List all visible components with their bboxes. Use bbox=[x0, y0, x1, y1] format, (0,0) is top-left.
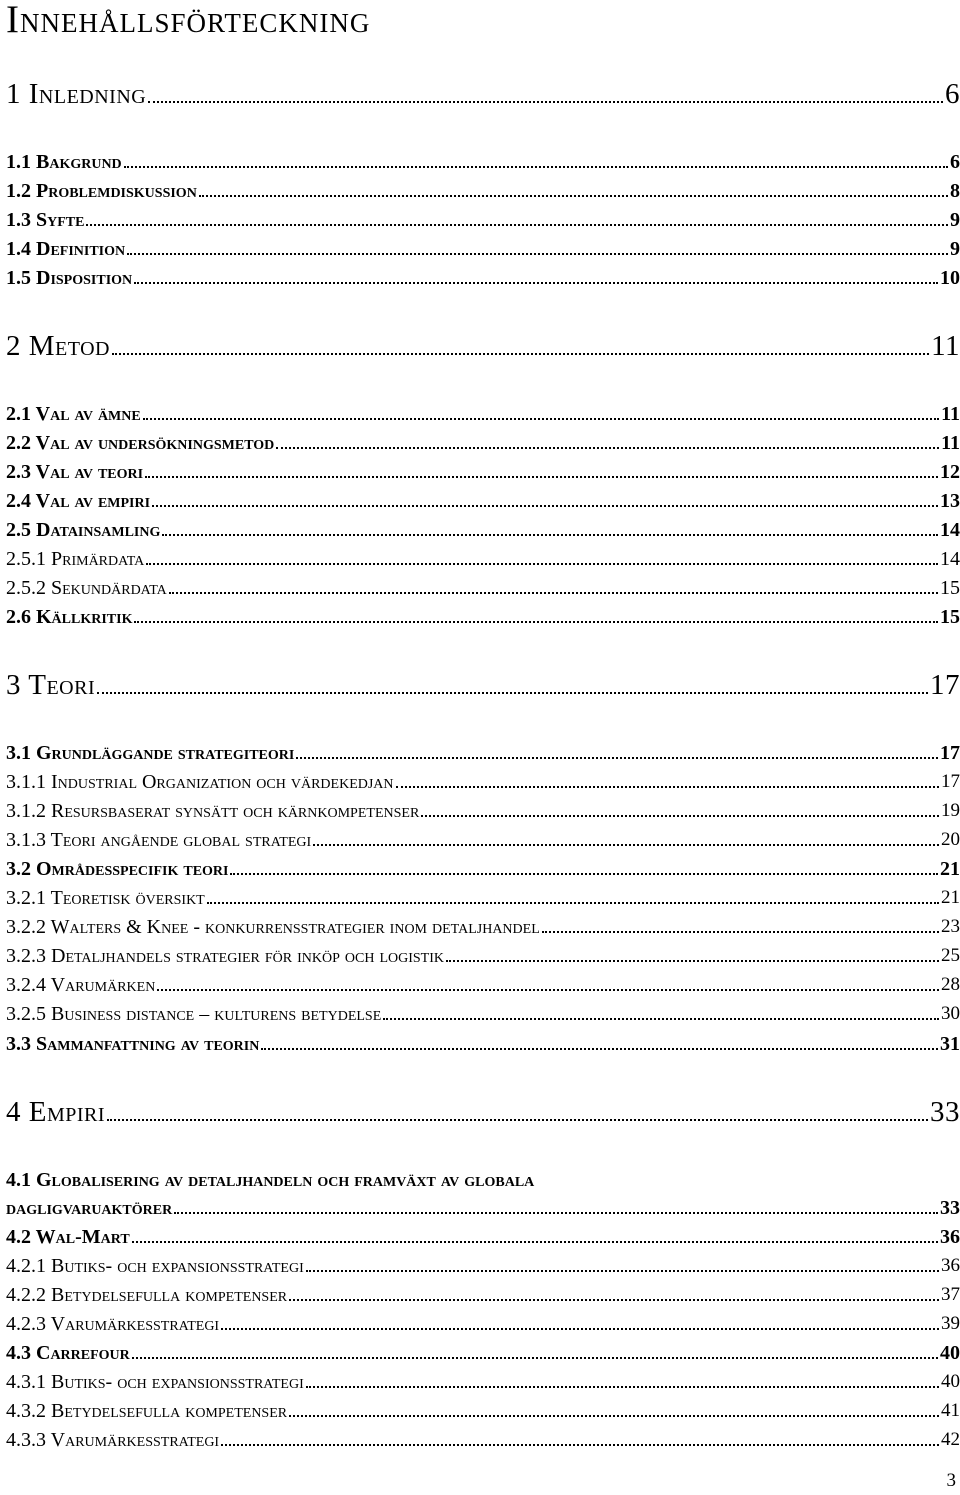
toc-entry-4-3-1[interactable] bbox=[6, 1370, 960, 1394]
toc-entry-3-1-3[interactable] bbox=[6, 828, 960, 852]
dot-leader bbox=[134, 621, 938, 623]
dot-leader bbox=[289, 1415, 939, 1417]
toc-label: 4.3.2 Betydelsefulla kompetenser bbox=[6, 1400, 288, 1422]
toc-label: 4.3 Carrefour bbox=[6, 1342, 130, 1364]
page-title: Innehållsförteckning bbox=[6, 0, 371, 41]
toc-entry-3-2-1[interactable] bbox=[6, 886, 960, 910]
dot-leader bbox=[306, 1386, 939, 1388]
toc-chapter-1[interactable] bbox=[6, 78, 960, 110]
toc-label: 4.2.1 Butiks- och expansionsstrategi bbox=[6, 1255, 304, 1277]
toc-label: 4 Empiri bbox=[6, 1096, 106, 1128]
toc-page: 36 bbox=[940, 1226, 960, 1248]
toc-page: 15 bbox=[940, 606, 960, 628]
page-number: 3 bbox=[946, 1470, 956, 1491]
toc-page: 17 bbox=[930, 669, 960, 701]
toc-page: 41 bbox=[941, 1400, 960, 1421]
toc-page: 21 bbox=[941, 887, 960, 908]
toc-entry-3-1[interactable] bbox=[6, 741, 960, 765]
toc-entry-4-2[interactable] bbox=[6, 1225, 960, 1249]
toc-label: 2.1 Val av ämne bbox=[6, 403, 141, 425]
toc-page: 42 bbox=[941, 1429, 960, 1450]
dot-leader bbox=[127, 253, 948, 255]
toc-entry-2-2[interactable] bbox=[6, 431, 960, 455]
toc-entry-2-4[interactable] bbox=[6, 489, 960, 513]
toc-label: 3.3 Sammanfattning av teorin bbox=[6, 1033, 260, 1055]
dot-leader bbox=[313, 844, 939, 846]
toc-page: 21 bbox=[940, 858, 960, 880]
dot-leader bbox=[276, 447, 939, 449]
dot-leader bbox=[169, 592, 938, 594]
dot-leader bbox=[174, 1212, 938, 1214]
toc-label: 3 Teori bbox=[6, 669, 96, 701]
toc-entry-2-6[interactable] bbox=[6, 605, 960, 629]
dot-leader bbox=[86, 224, 948, 226]
toc-label: 2 Metod bbox=[6, 330, 110, 362]
toc-page: 31 bbox=[940, 1033, 960, 1055]
dot-leader bbox=[146, 563, 938, 565]
toc-entry-1-3[interactable] bbox=[6, 208, 960, 232]
toc-page: 6 bbox=[950, 151, 960, 173]
toc-entry-1-2[interactable] bbox=[6, 179, 960, 203]
toc-label: 4.2.3 Varumärkesstrategi bbox=[6, 1313, 220, 1335]
toc-label: 1.4 Definition bbox=[6, 238, 126, 260]
dot-leader bbox=[145, 476, 938, 478]
toc-label: 2.5 Datainsamling bbox=[6, 519, 161, 541]
toc-page: 11 bbox=[941, 403, 960, 425]
toc-entry-4-2-1[interactable] bbox=[6, 1254, 960, 1278]
toc-page: 40 bbox=[940, 1342, 960, 1364]
toc-label: 4.2 Wal-Mart bbox=[6, 1226, 130, 1248]
toc-label: 2.2 Val av undersökningsmetod bbox=[6, 432, 275, 454]
toc-page: 11 bbox=[931, 330, 960, 362]
toc-entry-2-3[interactable] bbox=[6, 460, 960, 484]
toc-page: 33 bbox=[940, 1197, 960, 1219]
toc-label: 4.1 Globalisering av detaljhandeln och framväxt av globala bbox=[6, 1169, 535, 1191]
toc-page: 30 bbox=[941, 1003, 960, 1024]
toc-label: 1.2 Problemdiskussion bbox=[6, 180, 197, 202]
dot-leader bbox=[157, 989, 939, 991]
toc-page: 39 bbox=[941, 1313, 960, 1334]
dot-leader bbox=[134, 282, 938, 284]
dot-leader bbox=[199, 195, 948, 197]
toc-entry-4-3[interactable] bbox=[6, 1341, 960, 1365]
toc-entry-2-1[interactable] bbox=[6, 402, 960, 426]
toc-entry-3-1-1[interactable] bbox=[6, 770, 960, 794]
toc-page: 6 bbox=[945, 78, 960, 110]
dot-leader bbox=[289, 1299, 939, 1301]
toc-label: 1.3 Syfte bbox=[6, 209, 85, 231]
toc-chapter-3[interactable] bbox=[6, 669, 960, 701]
toc-page: 14 bbox=[940, 548, 960, 570]
dot-leader bbox=[132, 1357, 938, 1359]
toc-page: 23 bbox=[941, 916, 960, 937]
toc-label: 1 Inledning bbox=[6, 78, 147, 110]
toc-label: 2.5.2 Sekundärdata bbox=[6, 577, 167, 599]
dot-leader bbox=[124, 166, 948, 168]
toc-page: 13 bbox=[940, 490, 960, 512]
toc-page: 20 bbox=[941, 829, 960, 850]
dot-leader bbox=[162, 534, 938, 536]
toc-page: 8 bbox=[950, 180, 960, 202]
toc-entry-2-5-1[interactable] bbox=[6, 547, 960, 571]
toc-entry-4-1-line1[interactable] bbox=[6, 1168, 960, 1192]
dot-leader bbox=[152, 505, 938, 507]
toc-label: 3.1.3 Teori angående global strategi bbox=[6, 829, 312, 851]
toc-entry-4-1-line2[interactable] bbox=[6, 1196, 960, 1220]
toc-entry-3-3[interactable] bbox=[6, 1032, 960, 1056]
toc-chapter-4[interactable] bbox=[6, 1096, 960, 1128]
toc-label: 3.2.5 Business distance – kulturens betydelse bbox=[6, 1003, 382, 1025]
toc-page: 33 bbox=[930, 1096, 960, 1128]
toc-page: 40 bbox=[941, 1371, 960, 1392]
dot-leader bbox=[396, 786, 939, 788]
toc-label: 2.4 Val av empiri bbox=[6, 490, 151, 512]
toc-entry-1-5[interactable] bbox=[6, 266, 960, 290]
dot-leader bbox=[148, 101, 943, 103]
dot-leader bbox=[383, 1018, 939, 1020]
toc-entry-1-4[interactable] bbox=[6, 237, 960, 261]
dot-leader bbox=[296, 757, 938, 759]
toc-chapter-2[interactable] bbox=[6, 330, 960, 362]
dot-leader bbox=[221, 1444, 939, 1446]
toc-label: 3.2.3 Detaljhandels strategier för inköp och logistik bbox=[6, 945, 444, 967]
toc-entry-3-2-4[interactable] bbox=[6, 973, 960, 997]
toc-page: 19 bbox=[941, 800, 960, 821]
toc-page: 37 bbox=[941, 1284, 960, 1305]
toc-page: 9 bbox=[950, 209, 960, 231]
toc-label: 4.3.3 Varumärkesstrategi bbox=[6, 1429, 220, 1451]
toc-entry-4-3-2[interactable] bbox=[6, 1399, 960, 1423]
toc-page: 11 bbox=[941, 432, 960, 454]
toc-entry-4-2-2[interactable] bbox=[6, 1283, 960, 1307]
toc-page: 15 bbox=[940, 577, 960, 599]
dot-leader bbox=[221, 1328, 939, 1330]
dot-leader bbox=[230, 873, 938, 875]
dot-leader bbox=[207, 902, 939, 904]
toc-entry-3-2-5[interactable] bbox=[6, 1002, 960, 1026]
toc-page: 17 bbox=[941, 771, 960, 792]
toc-page: 25 bbox=[941, 945, 960, 966]
dot-leader bbox=[446, 960, 939, 962]
toc-label: 1.5 Disposition bbox=[6, 267, 133, 289]
toc-label: 3.1.1 Industrial Organization och värdekedjan bbox=[6, 771, 394, 793]
toc-page: 10 bbox=[940, 267, 960, 289]
toc-label: 3.2.4 Varumärken bbox=[6, 974, 156, 996]
toc-entry-2-5[interactable] bbox=[6, 518, 960, 542]
toc-label: 3.2.2 Walters & Knee - konkurrensstrategier inom detaljhandel bbox=[6, 916, 540, 938]
toc-label: 2.6 Källkritik bbox=[6, 606, 133, 628]
dot-leader bbox=[306, 1270, 939, 1272]
toc-label: 3.2 Områdesspecifik teori bbox=[6, 858, 229, 880]
toc-entry-3-1-2[interactable] bbox=[6, 799, 960, 823]
toc-label: 1.1 Bakgrund bbox=[6, 151, 122, 173]
toc-label: 3.2.1 Teoretisk översikt bbox=[6, 887, 205, 909]
dot-leader bbox=[97, 692, 928, 694]
toc-entry-4-2-3[interactable] bbox=[6, 1312, 960, 1336]
toc-page: 28 bbox=[941, 974, 960, 995]
toc-entry-3-2-3[interactable] bbox=[6, 944, 960, 968]
dot-leader bbox=[143, 418, 939, 420]
toc-page: 17 bbox=[940, 742, 960, 764]
toc-entry-3-2-2[interactable] bbox=[6, 915, 960, 939]
toc-page: 36 bbox=[941, 1255, 960, 1276]
dot-leader bbox=[107, 1119, 928, 1121]
toc-page: 9 bbox=[950, 238, 960, 260]
dot-leader bbox=[132, 1241, 938, 1243]
toc-entry-4-3-3[interactable] bbox=[6, 1428, 960, 1452]
toc-label: 2.5.1 Primärdata bbox=[6, 548, 145, 570]
toc-label: 3.1.2 Resursbaserat synsätt och kärnkompetenser bbox=[6, 800, 420, 822]
dot-leader bbox=[421, 815, 939, 817]
dot-leader bbox=[261, 1048, 938, 1050]
dot-leader bbox=[542, 931, 939, 933]
toc-entry-1-1[interactable] bbox=[6, 150, 960, 174]
toc-entry-3-2[interactable] bbox=[6, 857, 960, 881]
toc-label: 2.3 Val av teori bbox=[6, 461, 144, 483]
toc-label: 4.3.1 Butiks- och expansionsstrategi bbox=[6, 1371, 304, 1393]
toc-page: 14 bbox=[940, 519, 960, 541]
dot-leader bbox=[112, 353, 929, 355]
toc-label: 3.1 Grundläggande strategiteori bbox=[6, 742, 295, 764]
toc-page: 12 bbox=[940, 461, 960, 483]
toc-label: 4.2.2 Betydelsefulla kompetenser bbox=[6, 1284, 288, 1306]
toc-entry-2-5-2[interactable] bbox=[6, 576, 960, 600]
toc-label: dagligvaruaktörer bbox=[6, 1197, 173, 1219]
